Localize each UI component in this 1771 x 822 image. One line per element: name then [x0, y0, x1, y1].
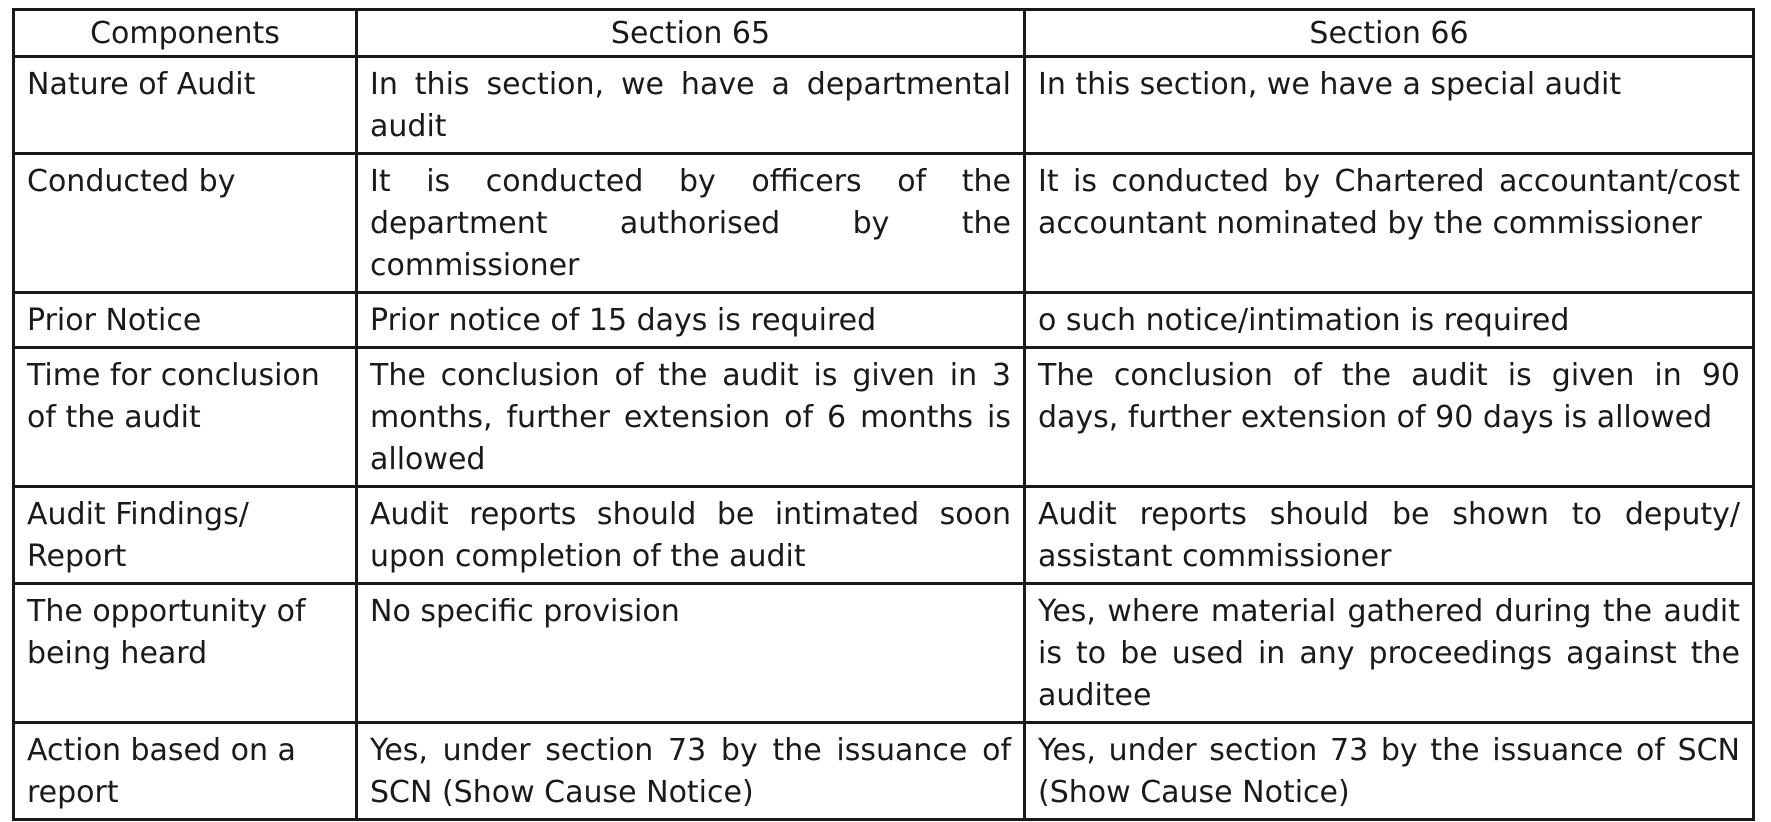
row-component: Audit Findings/ Report	[14, 487, 357, 584]
row-section-66: o such notice/intimation is required	[1025, 293, 1754, 348]
row-section-66: Audit reports should be shown to deputy/ assistant commissioner	[1025, 487, 1754, 584]
table-row	[14, 723, 1754, 820]
row-component: The opportunity of being heard	[14, 584, 357, 723]
row-component: Action based on a report	[14, 723, 357, 820]
row-section-66: The conclusion of the audit is given in 90 days, further extension of 90 days is allowed	[1025, 348, 1754, 487]
table-row	[14, 154, 1754, 293]
row-section-65: Yes, under section 73 by the issuance of SCN (Show Cause Notice)	[357, 723, 1025, 820]
row-component: Prior Notice	[14, 293, 357, 348]
comparison-table-container	[12, 8, 1755, 821]
row-section-65: The conclusion of the audit is given in 3 months, further extension of 6 months is allowed	[357, 348, 1025, 487]
row-section-65: Prior notice of 15 days is required	[357, 293, 1025, 348]
comparison-table	[12, 8, 1755, 821]
header-section-65: Section 65	[357, 10, 1025, 57]
table-row	[14, 293, 1754, 348]
row-section-65: No specific provision	[357, 584, 1025, 723]
row-component: Conducted by	[14, 154, 357, 293]
row-section-66: It is conducted by Chartered accountant/cost accountant nominated by the commissioner	[1025, 154, 1754, 293]
row-section-66: Yes, where material gathered during the audit is to be used in any proceedings against the auditee	[1025, 584, 1754, 723]
row-section-65: In this section, we have a departmental audit	[357, 57, 1025, 154]
table-row	[14, 584, 1754, 723]
row-section-65: Audit reports should be intimated soon upon completion of the audit	[357, 487, 1025, 584]
header-row	[14, 10, 1754, 57]
row-section-66: In this section, we have a special audit	[1025, 57, 1754, 154]
row-section-65: It is conducted by officers of the department authorised by the commissioner	[357, 154, 1025, 293]
table-row	[14, 487, 1754, 584]
header-section-66: Section 66	[1025, 10, 1754, 57]
table-row	[14, 57, 1754, 154]
row-component: Time for conclusion of the audit	[14, 348, 357, 487]
row-section-66: Yes, under section 73 by the issuance of SCN (Show Cause Notice)	[1025, 723, 1754, 820]
table-row	[14, 348, 1754, 487]
row-component: Nature of Audit	[14, 57, 357, 154]
header-components: Components	[14, 10, 357, 57]
